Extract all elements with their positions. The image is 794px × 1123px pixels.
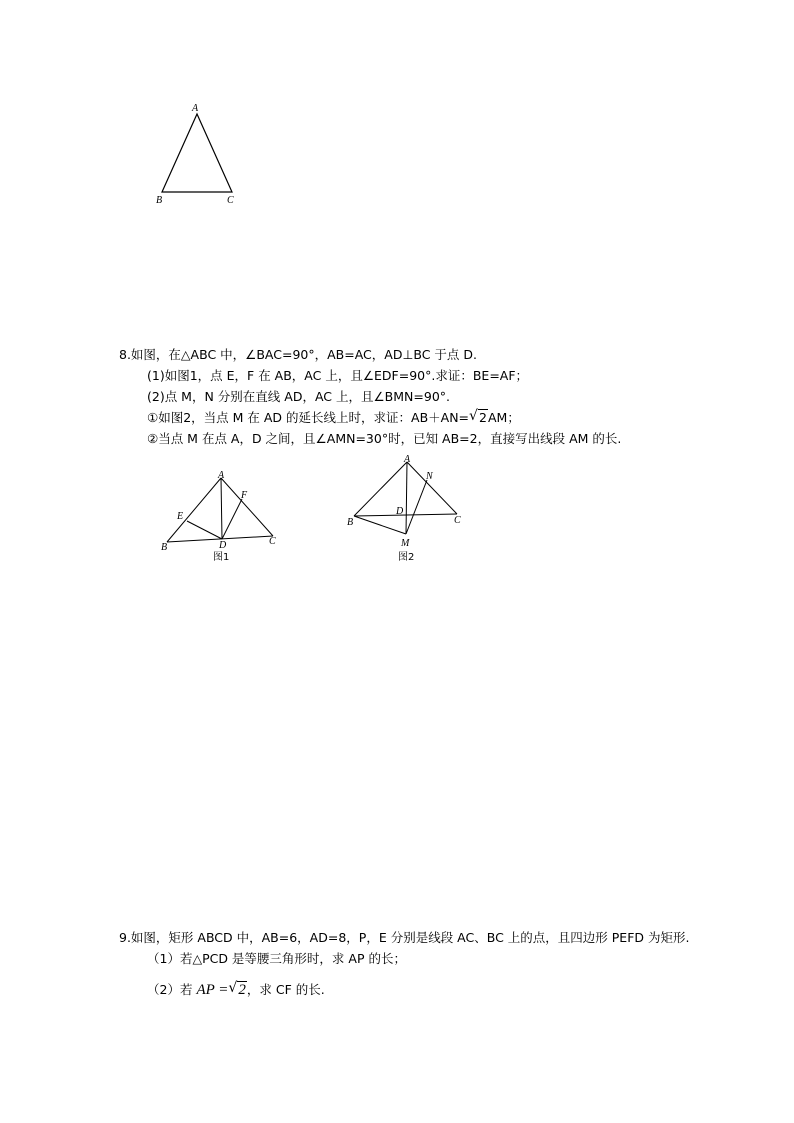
fig1-label-d: D: [219, 540, 227, 551]
fig1-label-b: B: [161, 542, 168, 553]
fig2-label-m: M: [401, 538, 410, 549]
q8-sub1-text: ①如图2，当点 M 在 AD 的延长线上时，求证：AB＋AN=: [147, 410, 470, 425]
triangle-abc-figure: [150, 100, 245, 210]
fig2-label-n: N: [426, 471, 433, 482]
sqrt-symbol: √ 2: [469, 408, 487, 425]
q9-part2-tail: ，求 CF 的长.: [246, 982, 325, 997]
q8-sub1-tail: AM；: [487, 410, 520, 425]
q8-stem: 8.如图，在△ABC 中，∠BAC=90°，AB=AC，AD⊥BC 于点 D.: [119, 347, 477, 362]
fig1-label-f: F: [241, 490, 248, 501]
fig1-label-e: E: [177, 511, 184, 522]
fig1-label-c: C: [269, 536, 276, 547]
q8-part1: (1)如图1，点 E，F 在 AB，AC 上，且∠EDF=90°.求证：BE=AF；: [147, 368, 529, 383]
q9-part2: [147, 982, 325, 998]
label-c: C: [227, 195, 234, 206]
fig2-caption: 图2: [398, 552, 415, 563]
fig2-label-c: C: [454, 515, 461, 526]
q8-sub1: [147, 410, 520, 426]
label-b: B: [156, 195, 163, 206]
q9-math-ap: AP =: [196, 982, 229, 998]
q9-part1: （1）若△PCD 是等腰三角形时，求 AP 的长；: [147, 951, 406, 966]
fig2-label-a: A: [404, 454, 411, 465]
q8-figure-2: [340, 452, 470, 567]
label-a: A: [192, 103, 199, 114]
fig2-label-d: D: [396, 506, 404, 517]
sqrt-symbol: √ 2: [228, 980, 246, 998]
q9-stem: 9.如图，矩形 ABCD 中，AB=6，AD=8，P，E 分别是线段 AC、BC 上的点，且四边形 PEFD 为矩形.: [119, 930, 690, 945]
q9-part2-prefix: （2）若: [147, 982, 193, 997]
q8-part2: (2)点 M，N 分别在直线 AD，AC 上，且∠BMN=90°.: [147, 389, 450, 404]
fig2-label-b: B: [347, 517, 354, 528]
q8-sub2: ②当点 M 在点 A，D 之间，且∠AMN=30°时，已知 AB=2，直接写出线段 AM 的长.: [147, 431, 622, 446]
fig1-caption: 图1: [213, 552, 230, 563]
fig1-label-a: A: [218, 470, 225, 481]
q8-figure-1: [155, 468, 285, 566]
